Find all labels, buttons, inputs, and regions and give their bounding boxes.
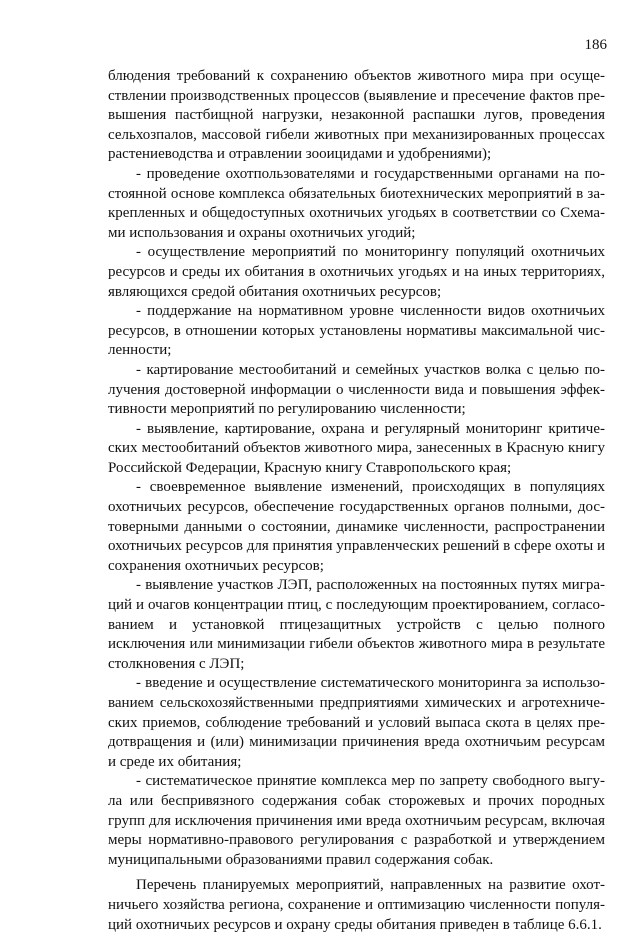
list-item-agro-monitoring: - введение и осуществление систематического мониторинга за использованием сельскохозяйственными предприятиями химических и агротехнических приемов, соблюдение требований и условий выпаса скота в целях предотвращения и (или) минимизации причинения вреда охотничьим ресурсам и среде их обитания; (108, 675, 605, 770)
paragraph-table-reference: Перечень планируемых мероприятий, направленных на развитие охотничьего хозяйства региона, сохранение и оптимизацию численности популяций охотничьих ресурсов и охрану среды обитания приведен в таблице 6.6.1. (108, 877, 605, 933)
body-text (108, 67, 605, 935)
list-item-biotechnical-measures: - проведение охотпользователями и государственными органами на постоянной основе комплекса обязательных биотехнических мероприятий в закрепленных и общедоступных охотничьих угодьях в соответствии со Схемами использования и охраны охотничьих угодий; (108, 165, 605, 241)
page-number: 186 (584, 37, 607, 53)
list-item-power-lines: - выявление участков ЛЭП, расположенных на постоянных путях миграций и очагов концентрации птиц, с последующим проектированием, согласованием и установкой птицезащитных устройств с целью полного исключения или минимизации гибели объектов животного мира в результате столкновения с ЛЭП; (108, 577, 605, 672)
list-item-red-book-habitats: - выявление, картирование, охрана и регулярный мониторинг критических местообитаний объектов животного мира, занесенных в Красную книгу Российской Федерации, Красную книгу Ставропольского края; (108, 420, 605, 476)
paragraph-continuation: блюдения требований к сохранению объектов животного мира при осуществлении производственных процессов (выявление и пресечение фактов превышения пастбищной нагрузки, незаконной распашки лугов, проведения сельхозпалов, массовой гибели животных при механизированных процессах растениеводства и отравлении зооицидами и удобрениями); (108, 68, 605, 163)
list-item-change-detection: - своевременное выявление изменений, происходящих в популяциях охотничьих ресурсов, обеспечение государственных органов полными, достоверными данными о состоянии, динамике численности, распространении охотничьих ресурсов для принятия управленческих решений в сфере охоты и сохранения охотничьих ресурсов; (108, 479, 605, 574)
list-item-wolf-mapping: - картирование местообитаний и семейных участков волка с целью получения достоверной информации о численности вида и повышения эффективности мероприятий по регулированию численности; (108, 361, 605, 418)
list-item-dog-control: - систематическое принятие комплекса мер по запрету свободного выгула или беспривязного содержания собак сторожевых и прочих породных групп для исключения причинения ими вреда охотничьим ресурсам, включая меры нормативно-правового регулирования с разработкой и утверждением муниципальными образованиями правил содержания собак. (108, 773, 605, 868)
list-item-normative-numbers: - поддержание на нормативном уровне численности видов охотничьих ресурсов, в отношении которых установлены нормативы максимальной численности; (108, 303, 605, 359)
list-item-population-monitoring: - осуществление мероприятий по мониторингу популяций охотничьих ресурсов и среды их обитания в охотничьих угодьях и на иных территориях, являющихся средой обитания охотничьих ресурсов; (108, 244, 605, 300)
